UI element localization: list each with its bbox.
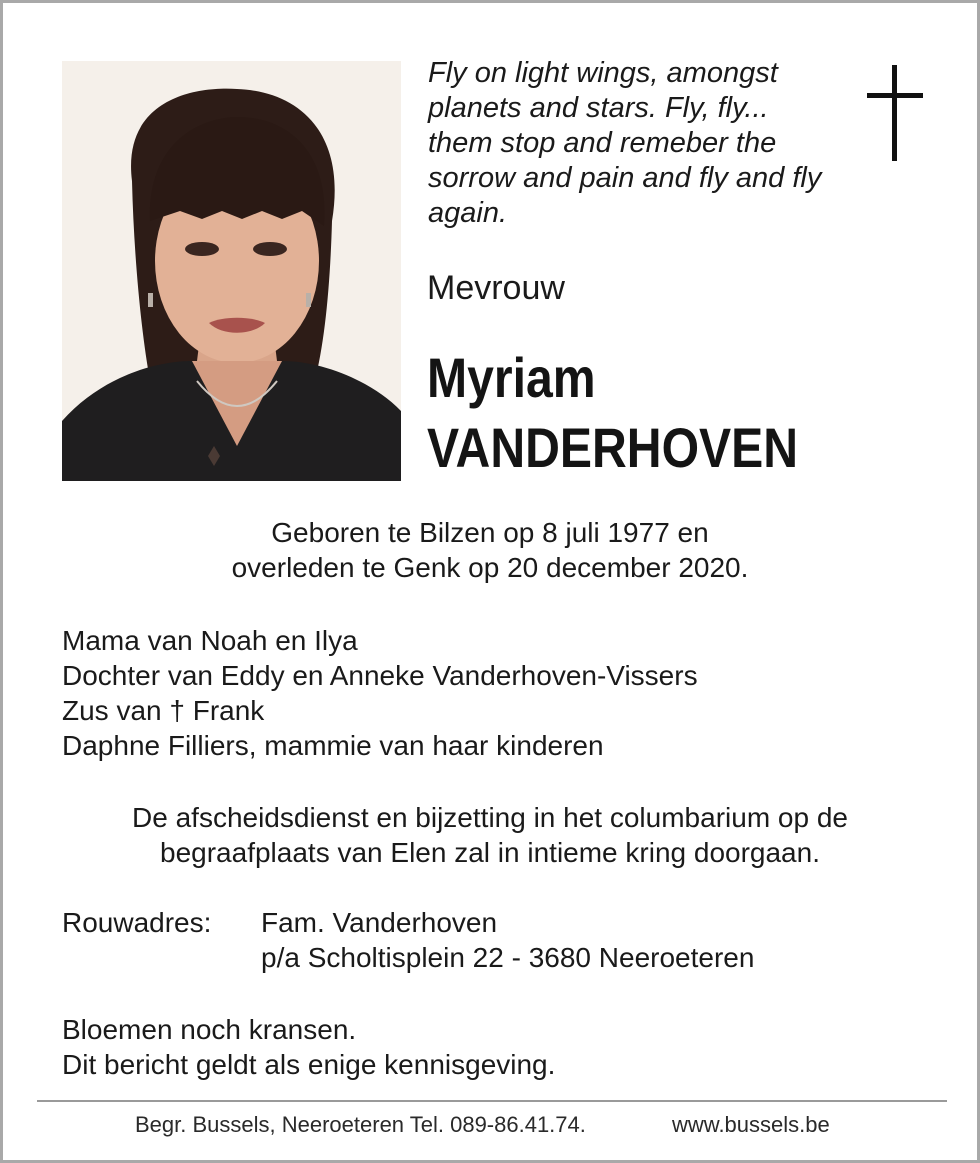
closing-line: Dit bericht geldt als enige kennisgeving. xyxy=(62,1049,556,1080)
family-relations xyxy=(62,623,698,763)
poem-line: sorrow and pain and fly and fly xyxy=(428,162,822,194)
closing-line: Bloemen noch kransen. xyxy=(62,1014,357,1045)
honorific: Mevrouw xyxy=(427,269,565,307)
poem-line: Fly on light wings, amongst xyxy=(428,57,778,89)
address-line: Fam. Vanderhoven xyxy=(261,907,498,938)
poem-line: them stop and remeber the xyxy=(428,127,777,159)
service-info xyxy=(3,800,977,870)
portrait-image xyxy=(62,61,401,481)
closing-notice xyxy=(62,1012,555,1082)
cross-icon xyxy=(867,65,923,163)
service-line: begraafplaats van Elen zal in intieme kring doorgaan. xyxy=(160,837,820,868)
portrait-photo xyxy=(62,61,401,481)
family-line: Dochter van Eddy en Anneke Vanderhoven-Vissers xyxy=(62,660,698,691)
undertaker-info: Begr. Bussels, Neeroeteren Tel. 089-86.41.74. xyxy=(135,1112,586,1137)
poem-line: planets and stars. Fly, fly... xyxy=(428,92,769,124)
website-link[interactable]: www.bussels.be xyxy=(672,1112,830,1137)
address-label: Rouwadres: xyxy=(62,907,212,938)
death-line: overleden te Genk op 20 december 2020. xyxy=(231,552,749,583)
first-name: Myriam xyxy=(427,346,596,409)
birth-line: Geboren te Bilzen op 8 juli 1977 en xyxy=(271,517,709,548)
poem-line: again. xyxy=(428,197,508,229)
address-lines xyxy=(261,905,754,975)
last-name: VANDERHOVEN xyxy=(427,416,799,479)
address-line: p/a Scholtisplein 22 - 3680 Neeroeteren xyxy=(261,942,755,973)
deceased-name xyxy=(427,343,798,483)
birth-death-info xyxy=(3,515,977,585)
family-line: Mama van Noah en Ilya xyxy=(62,625,358,656)
family-line: Zus van † Frank xyxy=(62,695,265,726)
footer-divider xyxy=(37,1100,947,1102)
poem xyxy=(428,56,868,231)
service-line: De afscheidsdienst en bijzetting in het columbarium op de xyxy=(132,802,848,833)
family-line: Daphne Filliers, mammie van haar kinderen xyxy=(62,730,604,761)
